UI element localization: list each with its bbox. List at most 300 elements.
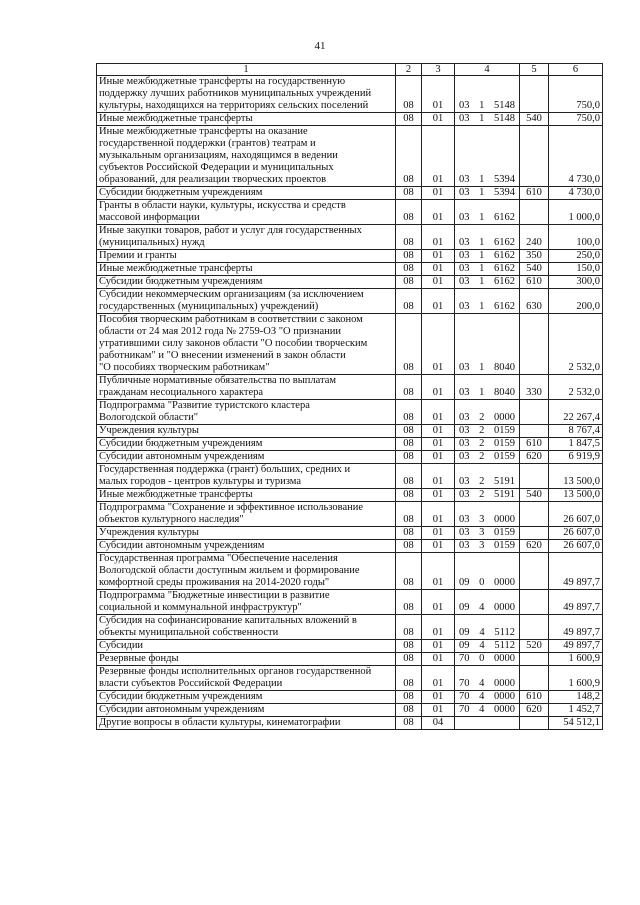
item-name-line: объекты муниципальной собственности [99, 627, 279, 638]
subsection-code-cell: 01 [422, 250, 455, 263]
expense-type-cell [520, 425, 549, 438]
section-code-cell: 08 [396, 451, 422, 464]
item-name-cell [97, 653, 396, 666]
amount-cell: 300,0 [549, 276, 603, 289]
amount-cell: 1 452,7 [549, 704, 603, 717]
target-article-cell [455, 314, 520, 375]
item-name-cell [97, 464, 396, 489]
amount-cell: 250,0 [549, 250, 603, 263]
target-article-direction: 0000 [494, 412, 515, 423]
amount-cell: 1 000,0 [549, 200, 603, 225]
target-article-subprogram: 1 [479, 113, 485, 124]
table-row [97, 590, 603, 615]
target-article-direction: 6162 [494, 263, 515, 274]
target-article-program: 03 [459, 489, 470, 500]
table-row [97, 464, 603, 489]
target-article-cell [455, 76, 520, 113]
item-name-line: поддержку лучших работников муниципальных учреждений [99, 88, 372, 99]
item-name-cell [97, 691, 396, 704]
table-row [97, 400, 603, 425]
section-code-cell: 08 [396, 691, 422, 704]
target-article-cell [455, 615, 520, 640]
subsection-code-cell: 01 [422, 425, 455, 438]
budget-table [96, 63, 603, 730]
section-code-cell: 08 [396, 289, 422, 314]
target-article-program: 03 [459, 412, 470, 423]
expense-type-cell [520, 502, 549, 527]
subsection-code-cell: 01 [422, 200, 455, 225]
target-article-cell [455, 640, 520, 653]
amount-cell: 6 919,9 [549, 451, 603, 464]
section-code-cell: 08 [396, 438, 422, 451]
target-article-cell [455, 375, 520, 400]
target-article-direction: 6162 [494, 212, 515, 223]
item-name-line: Учреждения культуры [99, 527, 199, 538]
subsection-code-cell: 01 [422, 464, 455, 489]
target-article-cell [455, 464, 520, 489]
table-row [97, 615, 603, 640]
section-code-cell: 08 [396, 704, 422, 717]
target-article-direction: 0159 [494, 438, 515, 449]
subsection-code-cell: 01 [422, 615, 455, 640]
item-name-cell [97, 438, 396, 451]
item-name-line: Иные межбюджетные трансферты [99, 263, 253, 274]
item-name-cell [97, 200, 396, 225]
subsection-code-cell: 01 [422, 289, 455, 314]
target-article-direction: 0159 [494, 425, 515, 436]
item-name-line: комфортной среды проживания на 2014-2020 годы" [99, 577, 330, 588]
section-code-cell: 08 [396, 187, 422, 200]
header-cell: 5 [520, 64, 549, 76]
expense-type-cell [520, 400, 549, 425]
item-name-line: Учреждения культуры [99, 425, 199, 436]
header-cell: 1 [97, 64, 396, 76]
target-article-subprogram: 2 [479, 451, 485, 462]
table-row [97, 704, 603, 717]
subsection-code-cell: 01 [422, 527, 455, 540]
amount-cell: 750,0 [549, 76, 603, 113]
table-body [97, 76, 603, 730]
subsection-code-cell: 01 [422, 113, 455, 126]
item-name-line: Субсидии бюджетным учреждениям [99, 187, 263, 198]
target-article-program: 09 [459, 640, 470, 651]
item-name-line: Субсидия на софинансирование капитальных вложений в [99, 615, 357, 626]
section-code-cell: 08 [396, 540, 422, 553]
target-article-program: 70 [459, 691, 470, 702]
expense-type-cell: 610 [520, 438, 549, 451]
section-code-cell: 08 [396, 225, 422, 250]
item-name-line: Иные межбюджетные трансферты на государственную [99, 76, 346, 87]
amount-cell: 22 267,4 [549, 400, 603, 425]
target-article-cell [455, 113, 520, 126]
target-article-program: 03 [459, 514, 470, 525]
header-cell: 3 [422, 64, 455, 76]
item-name-cell [97, 590, 396, 615]
target-article-subprogram: 2 [479, 489, 485, 500]
expense-type-cell [520, 666, 549, 691]
table-row [97, 502, 603, 527]
expense-type-cell [520, 314, 549, 375]
expense-type-cell: 330 [520, 375, 549, 400]
item-name-cell [97, 540, 396, 553]
target-article-cell [455, 590, 520, 615]
amount-cell: 4 730,0 [549, 187, 603, 200]
table-row [97, 200, 603, 225]
expense-type-cell: 540 [520, 489, 549, 502]
section-code-cell: 08 [396, 666, 422, 691]
expense-type-cell: 610 [520, 187, 549, 200]
target-article-subprogram: 4 [479, 627, 485, 638]
target-article-direction: 5191 [494, 489, 515, 500]
target-article-cell [455, 704, 520, 717]
expense-type-cell: 630 [520, 289, 549, 314]
table-row [97, 314, 603, 375]
item-name-line: социальной и коммунальной инфраструктур" [99, 602, 302, 613]
item-name-cell [97, 451, 396, 464]
item-name-line: Субсидии бюджетным учреждениям [99, 276, 263, 287]
target-article-program: 03 [459, 527, 470, 538]
target-article-subprogram: 2 [479, 476, 485, 487]
target-article-subprogram: 1 [479, 174, 485, 185]
item-name-cell [97, 666, 396, 691]
target-article-subprogram: 1 [479, 237, 485, 248]
item-name-cell [97, 717, 396, 730]
target-article-direction: 0000 [494, 704, 515, 715]
table-row [97, 553, 603, 590]
item-name-cell [97, 640, 396, 653]
item-name-line: Вологодской области" [99, 412, 199, 423]
subsection-code-cell: 01 [422, 126, 455, 187]
amount-cell: 13 500,0 [549, 489, 603, 502]
section-code-cell: 08 [396, 250, 422, 263]
section-code-cell: 08 [396, 425, 422, 438]
subsection-code-cell: 01 [422, 225, 455, 250]
target-article-program: 03 [459, 174, 470, 185]
expense-type-cell [520, 200, 549, 225]
item-name-line: Иные закупки товаров, работ и услуг для государственных [99, 225, 362, 236]
item-name-line: культуры, находящихся на территориях сельских поселений [99, 100, 369, 111]
section-code-cell: 08 [396, 590, 422, 615]
section-code-cell: 08 [396, 375, 422, 400]
section-code-cell: 08 [396, 400, 422, 425]
amount-cell: 148,2 [549, 691, 603, 704]
subsection-code-cell: 01 [422, 76, 455, 113]
item-name-line: Иные межбюджетные трансферты [99, 489, 253, 500]
amount-cell: 49 897,7 [549, 640, 603, 653]
expense-type-cell [520, 717, 549, 730]
target-article-direction: 6162 [494, 250, 515, 261]
target-article-program: 03 [459, 540, 470, 551]
item-name-line: Субсидии автономным учреждениям [99, 451, 265, 462]
target-article-cell [455, 540, 520, 553]
target-article-subprogram: 3 [479, 540, 485, 551]
header-row [97, 64, 603, 76]
item-name-line: массовой информации [99, 212, 200, 223]
item-name-line: образований, для реализации творческих проектов [99, 174, 327, 185]
item-name-line: Субсидии бюджетным учреждениям [99, 438, 263, 449]
target-article-cell [455, 502, 520, 527]
target-article-cell [455, 666, 520, 691]
item-name-cell [97, 400, 396, 425]
target-article-program: 03 [459, 212, 470, 223]
target-article-cell [455, 250, 520, 263]
target-article-cell [455, 527, 520, 540]
item-name-line: музыкальным организациям, находящимся в ведении [99, 150, 338, 161]
subsection-code-cell: 01 [422, 451, 455, 464]
item-name-cell [97, 615, 396, 640]
target-article-direction: 6162 [494, 237, 515, 248]
expense-type-cell [520, 76, 549, 113]
amount-cell: 8 767,4 [549, 425, 603, 438]
section-code-cell: 08 [396, 276, 422, 289]
expense-type-cell: 540 [520, 263, 549, 276]
target-article-program: 70 [459, 653, 470, 664]
table-row [97, 438, 603, 451]
item-name-cell [97, 126, 396, 187]
expense-type-cell [520, 126, 549, 187]
target-article-program: 03 [459, 237, 470, 248]
target-article-program: 03 [459, 362, 470, 373]
table-row [97, 717, 603, 730]
section-code-cell: 08 [396, 113, 422, 126]
table-row [97, 666, 603, 691]
target-article-direction: 0000 [494, 653, 515, 664]
target-article-direction: 5148 [494, 100, 515, 111]
table-row [97, 527, 603, 540]
target-article-program: 03 [459, 476, 470, 487]
section-code-cell: 08 [396, 314, 422, 375]
target-article-direction: 0159 [494, 527, 515, 538]
item-name-line: Субсидии некоммерческим организациям (за исключением [99, 289, 364, 300]
expense-type-cell: 350 [520, 250, 549, 263]
target-article-cell [455, 400, 520, 425]
target-article-program: 03 [459, 276, 470, 287]
item-name-cell [97, 502, 396, 527]
table-row [97, 640, 603, 653]
item-name-line: Субсидии [99, 640, 144, 651]
target-article-subprogram: 1 [479, 276, 485, 287]
target-article-direction: 6162 [494, 276, 515, 287]
target-article-direction: 5394 [494, 174, 515, 185]
target-article-program: 09 [459, 627, 470, 638]
table-row [97, 187, 603, 200]
amount-cell: 26 607,0 [549, 527, 603, 540]
item-name-cell [97, 527, 396, 540]
expense-type-cell: 620 [520, 704, 549, 717]
target-article-program: 03 [459, 250, 470, 261]
target-article-program: 03 [459, 263, 470, 274]
expense-type-cell [520, 653, 549, 666]
amount-cell: 1 600,9 [549, 666, 603, 691]
target-article-direction: 8040 [494, 387, 515, 398]
target-article-program: 09 [459, 602, 470, 613]
table-row [97, 489, 603, 502]
item-name-line: гражданам несоциального характера [99, 387, 264, 398]
item-name-line: (муниципальных) нужд [99, 237, 205, 248]
target-article-subprogram: 3 [479, 527, 485, 538]
subsection-code-cell: 01 [422, 590, 455, 615]
subsection-code-cell: 01 [422, 314, 455, 375]
target-article-program: 03 [459, 438, 470, 449]
target-article-cell [455, 489, 520, 502]
target-article-cell [455, 553, 520, 590]
section-code-cell: 08 [396, 615, 422, 640]
subsection-code-cell: 01 [422, 438, 455, 451]
target-article-direction: 5148 [494, 113, 515, 124]
target-article-subprogram: 0 [479, 653, 485, 664]
item-name-line: Публичные нормативные обязательства по выплатам [99, 375, 337, 386]
table-row [97, 276, 603, 289]
target-article-subprogram: 1 [479, 263, 485, 274]
table-row [97, 76, 603, 113]
target-article-subprogram: 0 [479, 577, 485, 588]
section-code-cell: 08 [396, 126, 422, 187]
item-name-cell [97, 250, 396, 263]
item-name-cell [97, 76, 396, 113]
target-article-subprogram: 3 [479, 514, 485, 525]
target-article-program: 03 [459, 113, 470, 124]
target-article-subprogram: 1 [479, 187, 485, 198]
target-article-program: 03 [459, 425, 470, 436]
subsection-code-cell: 01 [422, 640, 455, 653]
expense-type-cell: 620 [520, 540, 549, 553]
item-name-line: Резервные фонды [99, 653, 179, 664]
target-article-direction: 0000 [494, 691, 515, 702]
target-article-program: 70 [459, 678, 470, 689]
target-article-direction: 0000 [494, 602, 515, 613]
section-code-cell: 08 [396, 717, 422, 730]
table-row [97, 653, 603, 666]
section-code-cell: 08 [396, 653, 422, 666]
subsection-code-cell: 01 [422, 653, 455, 666]
subsection-code-cell: 01 [422, 540, 455, 553]
subsection-code-cell: 01 [422, 375, 455, 400]
target-article-cell [455, 451, 520, 464]
amount-cell: 26 607,0 [549, 540, 603, 553]
item-name-cell [97, 276, 396, 289]
table-row [97, 375, 603, 400]
page-number: 41 [314, 40, 326, 52]
item-name-line: Иные межбюджетные трансферты [99, 113, 253, 124]
amount-cell: 150,0 [549, 263, 603, 276]
target-article-subprogram: 1 [479, 387, 485, 398]
item-name-line: Государственная программа "Обеспечение населения [99, 553, 338, 564]
item-name-cell [97, 425, 396, 438]
target-article-program: 03 [459, 451, 470, 462]
target-article-cell [455, 691, 520, 704]
subsection-code-cell: 01 [422, 502, 455, 527]
amount-cell: 2 532,0 [549, 314, 603, 375]
target-article-subprogram: 4 [479, 640, 485, 651]
item-name-line: Вологодской области доступным жильем и формирование [99, 565, 360, 576]
target-article-subprogram: 1 [479, 250, 485, 261]
target-article-program: 70 [459, 704, 470, 715]
target-article-cell [455, 126, 520, 187]
subsection-code-cell: 01 [422, 276, 455, 289]
target-article-cell [455, 438, 520, 451]
target-article-subprogram: 1 [479, 362, 485, 373]
target-article-subprogram: 1 [479, 100, 485, 111]
table-row [97, 113, 603, 126]
section-code-cell: 08 [396, 200, 422, 225]
subsection-code-cell: 01 [422, 691, 455, 704]
amount-cell: 26 607,0 [549, 502, 603, 527]
target-article-cell [455, 717, 520, 730]
target-article-direction: 5394 [494, 187, 515, 198]
item-name-line: малых городов - центров культуры и туризма [99, 476, 302, 487]
amount-cell: 750,0 [549, 113, 603, 126]
target-article-direction: 5191 [494, 476, 515, 487]
target-article-direction: 0159 [494, 540, 515, 551]
table-row [97, 425, 603, 438]
expense-type-cell [520, 553, 549, 590]
section-code-cell: 08 [396, 527, 422, 540]
section-code-cell: 08 [396, 464, 422, 489]
amount-cell: 1 847,5 [549, 438, 603, 451]
target-article-direction: 0000 [494, 514, 515, 525]
item-name-cell [97, 113, 396, 126]
item-name-line: Пособия творческим работникам в соответствии с законом [99, 314, 363, 325]
amount-cell: 13 500,0 [549, 464, 603, 489]
target-article-direction: 8040 [494, 362, 515, 373]
target-article-program: 03 [459, 187, 470, 198]
target-article-program: 09 [459, 577, 470, 588]
item-name-cell [97, 225, 396, 250]
target-article-cell [455, 276, 520, 289]
subsection-code-cell: 01 [422, 400, 455, 425]
target-article-direction: 0000 [494, 678, 515, 689]
target-article-subprogram: 4 [479, 704, 485, 715]
target-article-direction: 5112 [494, 627, 515, 638]
header-cell: 4 [455, 64, 520, 76]
item-name-line: области от 24 мая 2012 года № 2759-ОЗ "О признании [99, 326, 341, 337]
item-name-line: работникам" и "О внесении изменений в закон области [99, 350, 346, 361]
target-article-cell [455, 187, 520, 200]
target-article-direction: 5112 [494, 640, 515, 651]
target-article-subprogram: 2 [479, 425, 485, 436]
item-name-cell [97, 187, 396, 200]
amount-cell: 200,0 [549, 289, 603, 314]
expense-type-cell: 610 [520, 691, 549, 704]
target-article-subprogram: 4 [479, 602, 485, 613]
target-article-subprogram: 2 [479, 438, 485, 449]
amount-cell: 54 512,1 [549, 717, 603, 730]
item-name-line: Субсидии бюджетным учреждениям [99, 691, 263, 702]
table-row [97, 250, 603, 263]
section-code-cell: 08 [396, 76, 422, 113]
item-name-cell [97, 375, 396, 400]
expense-type-cell [520, 527, 549, 540]
amount-cell: 100,0 [549, 225, 603, 250]
item-name-line: Премии и гранты [99, 250, 177, 261]
table-row [97, 263, 603, 276]
item-name-line: государственных (муниципальных) учреждений) [99, 301, 319, 312]
expense-type-cell: 520 [520, 640, 549, 653]
expense-type-cell: 540 [520, 113, 549, 126]
target-article-cell [455, 200, 520, 225]
target-article-subprogram: 4 [479, 691, 485, 702]
target-article-cell [455, 289, 520, 314]
amount-cell: 49 897,7 [549, 615, 603, 640]
table-row [97, 691, 603, 704]
subsection-code-cell: 01 [422, 263, 455, 276]
item-name-line: субъектов Российской Федерации и муниципальных [99, 162, 334, 173]
target-article-subprogram: 1 [479, 212, 485, 223]
target-article-direction: 6162 [494, 301, 515, 312]
item-name-cell [97, 263, 396, 276]
section-code-cell: 08 [396, 502, 422, 527]
expense-type-cell: 240 [520, 225, 549, 250]
